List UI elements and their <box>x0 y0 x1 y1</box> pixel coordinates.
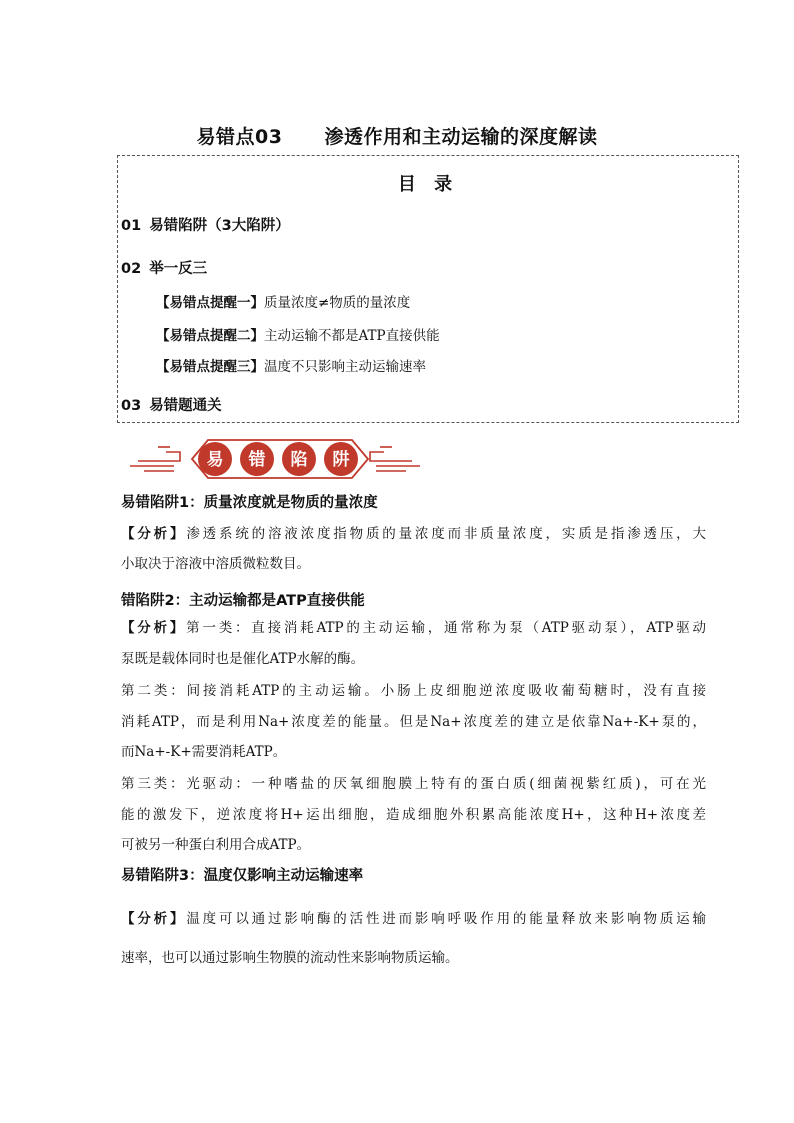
trap3-analysis-line1: 【分析】温度可以通过影响酶的活性进而影响呼吸作用的能量释放来影响物质运输 <box>121 911 707 927</box>
trap2-analysis-line5: 而Na+-K+需要消耗ATP。 <box>121 744 287 760</box>
title-text: 渗透作用和主动运输的深度解读 <box>324 126 598 148</box>
toc-reminder-1: 【易错点提醒一】质量浓度≠物质的量浓度 <box>156 295 411 311</box>
trap2-analysis-line3: 第二类：间接消耗ATP的主动运输。小肠上皮细胞逆浓度吸收葡萄糖时，没有直接 <box>121 683 706 699</box>
trap3-heading: 易错陷阱3：温度仅影响主动运输速率 <box>121 868 364 884</box>
trap1-analysis-line2: 小取决于溶液中溶质微粒数目。 <box>121 556 310 572</box>
banner-char-3: 陷 <box>290 450 308 470</box>
toc-section-02: 02 举一反三 <box>121 261 208 277</box>
banner-char-4: 阱 <box>332 450 350 470</box>
toc-heading: 目 录 <box>397 174 459 195</box>
trap2-analysis-line2: 泵既是载体同时也是催化ATP水解的酶。 <box>121 651 365 667</box>
toc-section-03: 03 易错题通关 <box>121 398 222 414</box>
toc-reminder-3: 【易错点提醒三】温度不只影响主动运输速率 <box>156 359 426 375</box>
table-of-contents <box>117 155 739 423</box>
trap2-analysis-line7: 能的激发下，逆浓度将H+运出细胞，造成细胞外积累高能浓度H+，这种H+浓度差 <box>121 807 706 823</box>
trap2-analysis-line4: 消耗ATP，而是利用Na+浓度差的能量。但是Na+浓度差的建立是依靠Na+-K+泵的， <box>121 714 706 730</box>
toc-section-01: 01 易错陷阱（3大陷阱） <box>121 218 290 234</box>
trap1-analysis-line1: 【分析】渗透系统的溶液浓度指物质的量浓度而非质量浓度，实质是指渗透压，大 <box>121 526 707 542</box>
trap2-heading: 错陷阱2：主动运输都是ATP直接供能 <box>121 593 365 609</box>
section-banner <box>128 432 422 488</box>
banner-right-ornament <box>370 447 420 471</box>
banner-left-ornament <box>130 447 180 471</box>
trap2-analysis-line8: 可被另一种蛋白利用合成ATP。 <box>121 837 311 853</box>
trap2-analysis-line6: 第三类：光驱动：一种嗜盐的厌氧细胞膜上特有的蛋白质(细菌视紫红质)，可在光 <box>121 776 706 792</box>
trap2-analysis-line1: 【分析】第一类：直接消耗ATP的主动运输，通常称为泵（ATP驱动泵），ATP驱动 <box>121 620 707 636</box>
page-title <box>0 122 794 149</box>
trap3-analysis-line2: 速率，也可以通过影响生物膜的流动性来影响物质运输。 <box>121 950 459 966</box>
trap1-heading: 易错陷阱1：质量浓度就是物质的量浓度 <box>121 495 378 511</box>
banner-char-1: 易 <box>206 450 224 470</box>
banner-char-2: 错 <box>248 450 266 470</box>
toc-reminder-2: 【易错点提醒二】主动运输不都是ATP直接供能 <box>156 328 440 344</box>
title-code: 易错点03 <box>196 126 283 148</box>
